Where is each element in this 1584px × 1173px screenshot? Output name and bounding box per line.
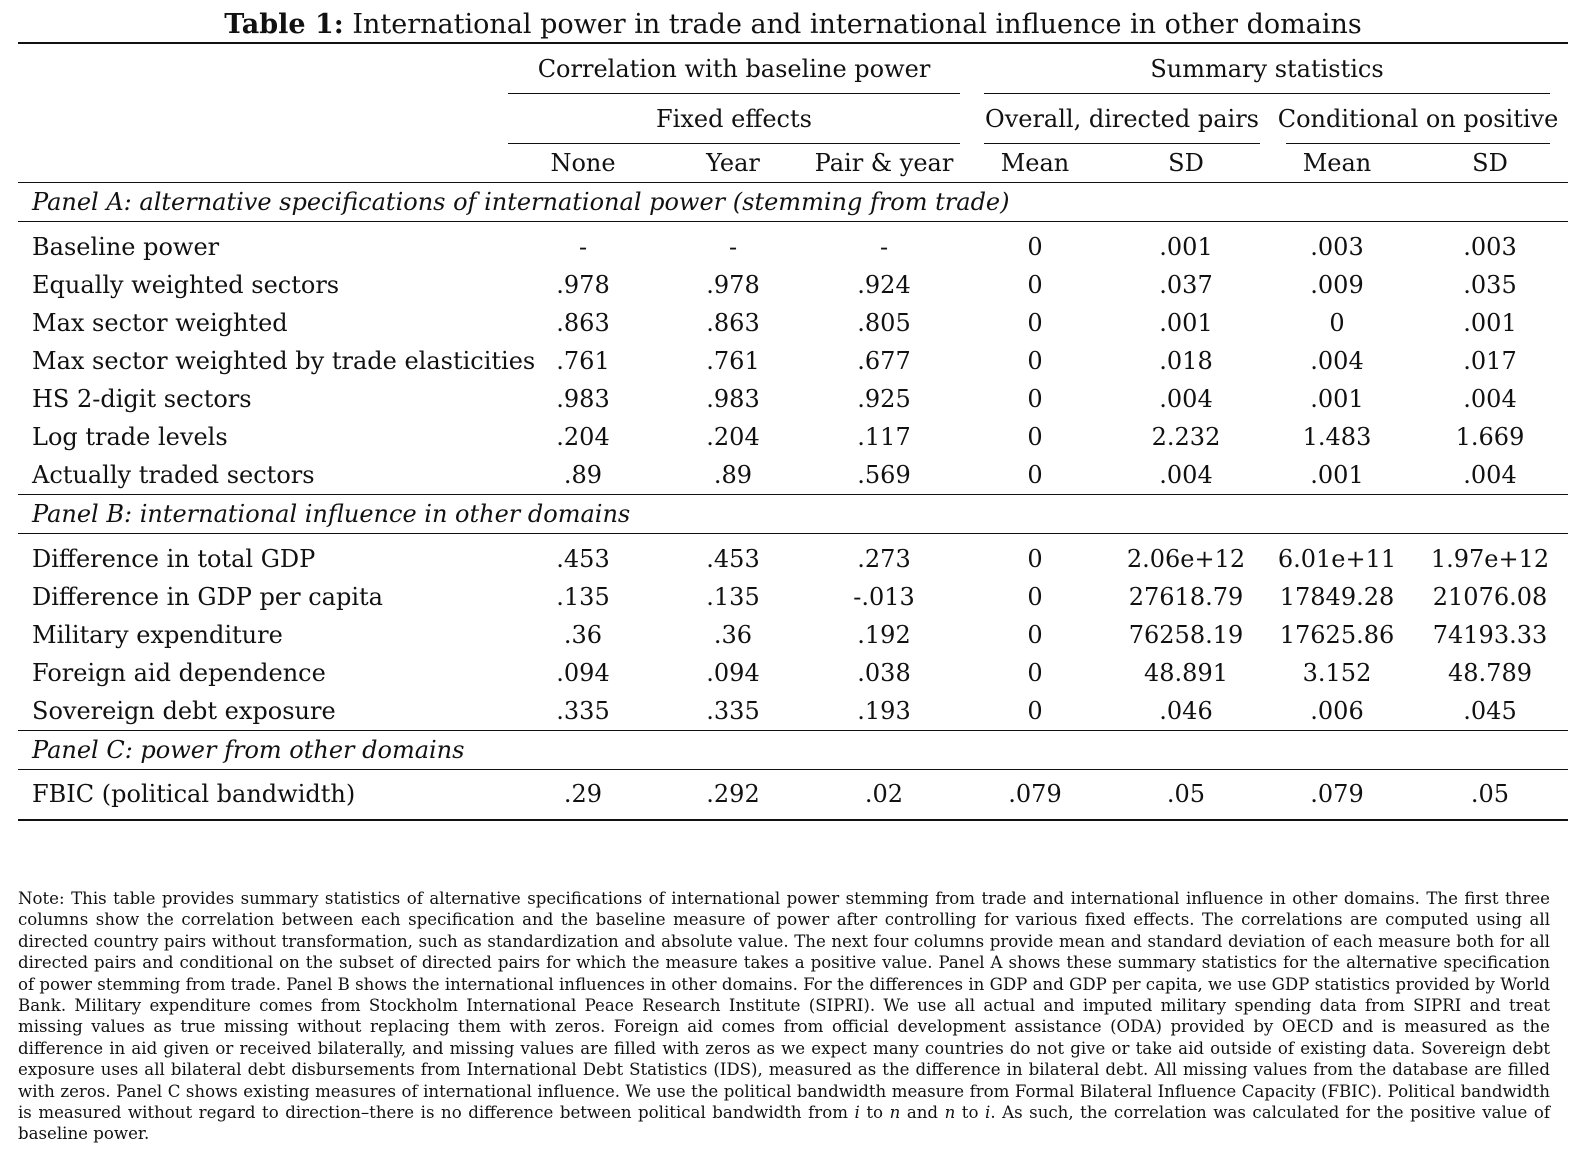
cell: .677 (857, 347, 911, 375)
note-to: to (866, 1103, 884, 1123)
cell: .003 (1310, 233, 1364, 261)
table-row (18, 380, 1568, 418)
cell: .863 (556, 309, 610, 337)
cell: 48.789 (1448, 659, 1532, 687)
cell: - (728, 233, 738, 261)
panel-b-title-row (18, 495, 1568, 534)
cell: .978 (706, 271, 760, 299)
cell: .453 (706, 545, 760, 573)
cell: .193 (857, 697, 911, 725)
cell: .004 (1463, 461, 1517, 489)
table-row (18, 418, 1568, 456)
cell: .003 (1463, 233, 1517, 261)
cell: 48.891 (1144, 659, 1228, 687)
cell: 0 (1329, 309, 1345, 337)
cell: .001 (1310, 461, 1364, 489)
cell: .925 (857, 385, 911, 413)
note-text: Note: This table provides summary statistics of alternative specifications of international power stemming from trade and international influence in other domains. The first three columns show the correlation between each specification and the baseline measure of power after controlling for various fixed effects. The correlations are computed using all directed country pairs without transformation, such as standardization and absolute value. The next four columns provide mean and standard deviation of each measure both for all directed pairs and conditional on the subset of directed pairs for which the measure takes a positive value. Panel A shows these summary statistics for the alternative specification of power stemming from trade. Panel B shows the international influences in other domains. For the differences in GDP and GDP per capita, we use GDP statistics provided by World Bank. Military expenditure comes from Stockholm International Peace Research Institute (SIPRI). We use all actual and imputed military spending data from SIPRI and treat missing values as true missing without replacing them with zeros. Foreign aid comes from official development assistance (ODA) provided by OECD and is measured as the difference in aid given or received bilaterally, and missing values are filled with zeros as we expect many countries do not give or take aid outside of existing data. Sovereign debt exposure uses all bilateral debt disbursements from International Debt Statistics (IDS), measured as the difference in bilateral debt. All missing values from the database are filled with zeros. Panel C shows existing measures of international influence. We use the political bandwidth measure from Formal Bilateral Influence Capacity (FBIC). Political bandwidth is measured without regard to direction–there is no difference between political bandwidth from (18, 889, 1550, 1123)
row-label: Foreign aid dependence (32, 659, 326, 687)
cell: .805 (857, 309, 911, 337)
cell: 0 (1027, 347, 1043, 375)
table-row (18, 654, 1568, 692)
cell: .983 (706, 385, 760, 413)
note-var-n: n (889, 1103, 901, 1123)
note-var-n2: n (944, 1103, 956, 1123)
header-summary: Summary statistics (984, 44, 1550, 94)
row-label: Equally weighted sectors (32, 271, 340, 299)
cell: .761 (556, 347, 610, 375)
table-page (18, 0, 1568, 1144)
cell: .017 (1463, 347, 1517, 375)
cell: 21076.08 (1432, 583, 1548, 611)
cell: 74193.33 (1432, 621, 1548, 649)
cell: 1.483 (1302, 423, 1372, 451)
cell: .009 (1310, 271, 1364, 299)
row-label: Baseline power (32, 233, 220, 261)
row-label: Log trade levels (32, 423, 228, 451)
cell: .135 (706, 583, 760, 611)
cell: .006 (1310, 697, 1364, 725)
cell: 0 (1027, 545, 1043, 573)
cell: .02 (864, 780, 904, 809)
caption-label: Table 1: (224, 9, 344, 40)
header-row-subgroups (18, 94, 1568, 144)
row-label: Sovereign debt exposure (32, 697, 336, 725)
table-row (18, 266, 1568, 304)
cell: 2.06e+12 (1126, 545, 1246, 573)
cell: 0 (1027, 659, 1043, 687)
cell: 6.01e+11 (1277, 545, 1397, 573)
cell: .453 (556, 545, 610, 573)
cell: .001 (1159, 309, 1213, 337)
table-note (18, 888, 1550, 1145)
cell: .035 (1463, 271, 1517, 299)
col-header-pair-year: Pair & year (814, 149, 954, 177)
cell: .273 (857, 545, 911, 573)
cell: .29 (563, 780, 603, 809)
cell: .004 (1159, 461, 1213, 489)
table-row (18, 342, 1568, 380)
panel-b-title: Panel B: international influence in other domains (32, 500, 631, 528)
row-label: Military expenditure (32, 621, 283, 649)
cell: 0 (1027, 621, 1043, 649)
cell: .004 (1159, 385, 1213, 413)
cell: 2.232 (1151, 423, 1221, 451)
cell: 1.97e+12 (1430, 545, 1550, 573)
cell: 76258.19 (1128, 621, 1244, 649)
col-header-none: None (550, 149, 616, 177)
row-label: HS 2-digit sectors (32, 385, 252, 413)
cell: .004 (1310, 347, 1364, 375)
cell: .863 (706, 309, 760, 337)
cell: .079 (1008, 780, 1062, 809)
cell: 0 (1027, 697, 1043, 725)
cell: .094 (706, 659, 760, 687)
table-row (18, 456, 1568, 495)
panel-c-title: Panel C: power from other domains (32, 736, 465, 764)
header-fixed-effects: Fixed effects (508, 94, 960, 144)
cell: 0 (1027, 309, 1043, 337)
cell: .983 (556, 385, 610, 413)
cell: 0 (1027, 423, 1043, 451)
results-table (18, 44, 1568, 821)
cell: 3.152 (1302, 659, 1372, 687)
cell: .05 (1470, 780, 1510, 809)
cell: 0 (1027, 461, 1043, 489)
cell: .335 (706, 697, 760, 725)
cell: - (578, 233, 588, 261)
table-row (18, 770, 1568, 820)
table-row (18, 616, 1568, 654)
cell: .89 (713, 461, 753, 489)
cell: - (879, 233, 889, 261)
table-row (18, 304, 1568, 342)
table-row (18, 222, 1568, 267)
cell: .05 (1166, 780, 1206, 809)
header-row-columns (18, 144, 1568, 183)
cell: 17849.28 (1279, 583, 1395, 611)
cell: .117 (857, 423, 911, 451)
cell: .004 (1463, 385, 1517, 413)
cell: .045 (1463, 697, 1517, 725)
col-header-year: Year (706, 149, 760, 177)
col-header-cond-mean: Mean (1302, 149, 1372, 177)
cell: .192 (857, 621, 911, 649)
cell: .046 (1159, 697, 1213, 725)
note-var-i2: i (985, 1103, 991, 1123)
col-header-overall-mean: Mean (1000, 149, 1070, 177)
cell: 0 (1027, 583, 1043, 611)
cell: 27618.79 (1128, 583, 1244, 611)
cell: .204 (556, 423, 610, 451)
cell: .037 (1159, 271, 1213, 299)
header-conditional: Conditional on positive (1286, 94, 1550, 144)
row-label: Difference in GDP per capita (32, 583, 383, 611)
row-label: Difference in total GDP (32, 545, 316, 573)
cell: .018 (1159, 347, 1213, 375)
cell: .001 (1159, 233, 1213, 261)
note-to2: to (961, 1103, 979, 1123)
table-caption (18, 0, 1568, 42)
cell: 1.669 (1455, 423, 1525, 451)
header-row-groups (18, 44, 1568, 94)
cell: .335 (556, 697, 610, 725)
note-var-i: i (854, 1103, 860, 1123)
cell: .001 (1310, 385, 1364, 413)
cell: .135 (556, 583, 610, 611)
table-row (18, 578, 1568, 616)
cell: 17625.86 (1279, 621, 1395, 649)
cell: .292 (706, 780, 760, 809)
panel-a-title: Panel A: alternative specifications of international power (stemming from trade) (32, 188, 1010, 216)
row-label: FBIC (political bandwidth) (32, 780, 356, 809)
cell: .569 (857, 461, 911, 489)
header-correlation: Correlation with baseline power (508, 44, 960, 94)
cell: .978 (556, 271, 610, 299)
cell: .038 (857, 659, 911, 687)
table-row (18, 692, 1568, 731)
caption-text: International power in trade and international influence in other domains (352, 9, 1362, 40)
cell: -.013 (853, 583, 915, 611)
row-label: Max sector weighted (32, 309, 288, 337)
cell: .761 (706, 347, 760, 375)
cell: .924 (857, 271, 911, 299)
cell: .094 (556, 659, 610, 687)
panel-a-title-row (18, 183, 1568, 222)
note-text-end: . As such, the correlation was calculated for the positive value of baseline power. (18, 1103, 1550, 1144)
row-label: Actually traded sectors (32, 461, 315, 489)
cell: 0 (1027, 271, 1043, 299)
cell: .204 (706, 423, 760, 451)
cell: .36 (713, 621, 753, 649)
cell: 0 (1027, 385, 1043, 413)
header-overall: Overall, directed pairs (984, 94, 1260, 144)
table-row (18, 534, 1568, 579)
cell: .001 (1463, 309, 1517, 337)
cell: .89 (563, 461, 603, 489)
row-label: Max sector weighted by trade elasticities (32, 347, 536, 375)
note-and: and (906, 1103, 939, 1123)
col-header-cond-sd: SD (1472, 149, 1508, 177)
cell: .36 (563, 621, 603, 649)
panel-c-title-row (18, 731, 1568, 770)
col-header-overall-sd: SD (1168, 149, 1204, 177)
cell: .079 (1310, 780, 1364, 809)
cell: 0 (1027, 233, 1043, 261)
